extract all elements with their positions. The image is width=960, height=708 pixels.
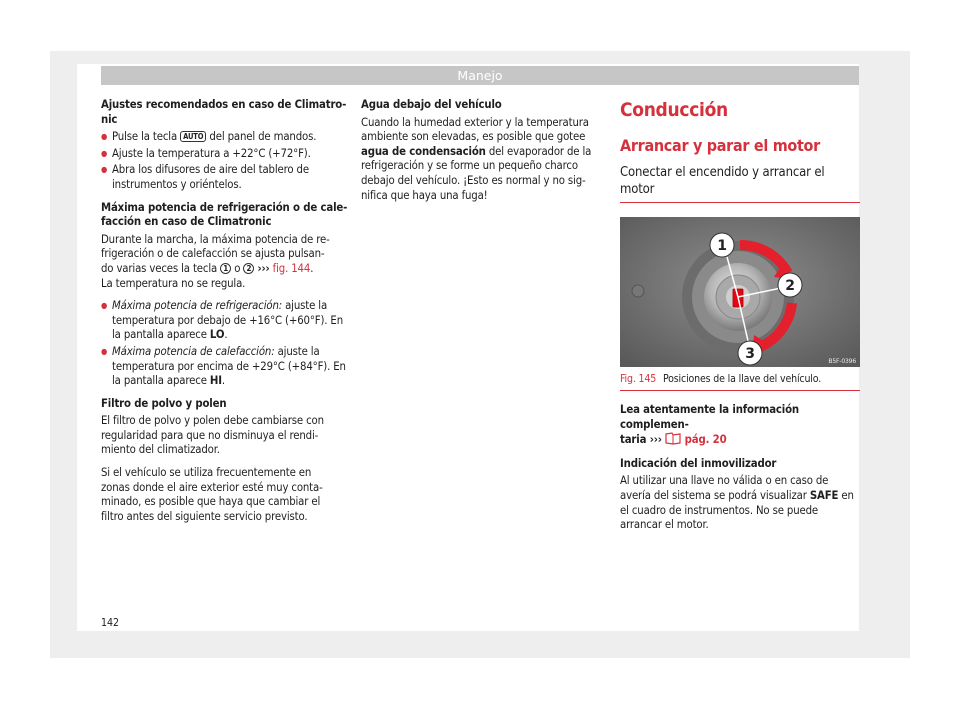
read-note: Lea atentamente la información complemen- taria ››› pág. 20 — [620, 403, 800, 447]
position-label-3 — [738, 341, 762, 365]
section-title-water: Agua debajo del vehículo — [361, 98, 502, 111]
page-link[interactable]: pág. 20 — [684, 433, 727, 447]
column-middle — [361, 98, 605, 211]
svg-text:1: 1 — [717, 238, 727, 254]
list-item: ● Máxima potencia de calefacción: ajuste la temperatura por encima de +29°C (+84°F). En la pantalla aparece HI. — [101, 345, 353, 389]
header-bar — [101, 66, 859, 85]
figure-code: B5F-0396 — [828, 358, 856, 365]
caption-number: Fig. 145 — [620, 373, 657, 385]
position-label-1 — [710, 233, 734, 257]
figure-caption: Fig. 145 Posiciones de la llave del vehículo. — [620, 367, 860, 391]
figure-link[interactable]: fig. 144 — [272, 261, 311, 275]
header-title: Manejo — [457, 68, 503, 83]
book-icon — [665, 432, 681, 445]
paragraph: Al utilizar una llave no válida o en caso de avería del sistema se podrá visualizar SAFE en el cuadro de instrumentos. No se puede arrancar el motor. — [620, 474, 854, 532]
safe-indicator: SAFE — [809, 488, 839, 502]
section-title-climatronic: Ajustes recomendados en caso de Climatro- nic — [101, 98, 347, 126]
position-label-2 — [778, 273, 802, 297]
button-number-1: 1 — [220, 263, 231, 274]
page-number: 142 — [101, 617, 120, 629]
list-item: ● Máxima potencia de refrigeración: ajuste la temperatura por debajo de +16°C (+60°F). En la pantalla aparece LO. — [101, 299, 353, 343]
paragraph: Durante la marcha, la máxima potencia de re- frigeración o de calefacción se ajusta pulsan- do varias veces la tecla 1 o 2 ››› fig. 144. La temperatura no se regula. — [101, 232, 330, 290]
auto-key-icon: AUTO — [180, 131, 206, 142]
subsection-title: Conectar el encendido y arrancar el motor — [620, 164, 860, 203]
section-title-max-power: Máxima potencia de refrigeración o de cale- facción en caso de Climatronic — [101, 200, 348, 229]
paragraph: Si el vehículo se utiliza frecuentemente en zonas donde el aire exterior esté muy conta- minado, es posible que haya que cambiar el filtro antes del siguiente servicio previsto. — [101, 466, 323, 523]
paragraph: El filtro de polvo y polen debe cambiarse con regularidad para que no disminuya el rendi- miento del climatizador. — [101, 414, 324, 457]
ignition-figure — [620, 217, 860, 367]
button-number-2: 2 — [243, 263, 254, 274]
list-item: ● Pulse la tecla AUTO del panel de mandos. — [101, 130, 353, 145]
column-right — [620, 98, 860, 541]
section-title-immobilizer: Indicación del inmovilizador — [620, 456, 777, 470]
chapter-title: Conducción — [620, 99, 728, 121]
svg-text:3: 3 — [745, 346, 755, 362]
section-title: Arrancar y parar el motor — [620, 136, 820, 155]
svg-text:2: 2 — [785, 278, 795, 294]
list-item: ● Ajuste la temperatura a +22°C (+72°F). — [101, 147, 353, 162]
paragraph: Cuando la humedad exterior y la temperatura ambiente son elevadas, es posible que gotee agua de condensación del evaporador de la refrigeración y se forme un pequeño charco debajo del vehículo. ¡Esto es normal y no sig- nifica que haya una fuga! — [361, 115, 592, 202]
column-left — [101, 98, 353, 532]
ignition-key-illustration — [620, 217, 860, 367]
section-title-filter: Filtro de polvo y polen — [101, 396, 227, 410]
list-item: ● Abra los difusores de aire del tablero de instrumentos y oriéntelos. — [101, 163, 353, 192]
reference-arrows: ››› — [257, 261, 270, 275]
